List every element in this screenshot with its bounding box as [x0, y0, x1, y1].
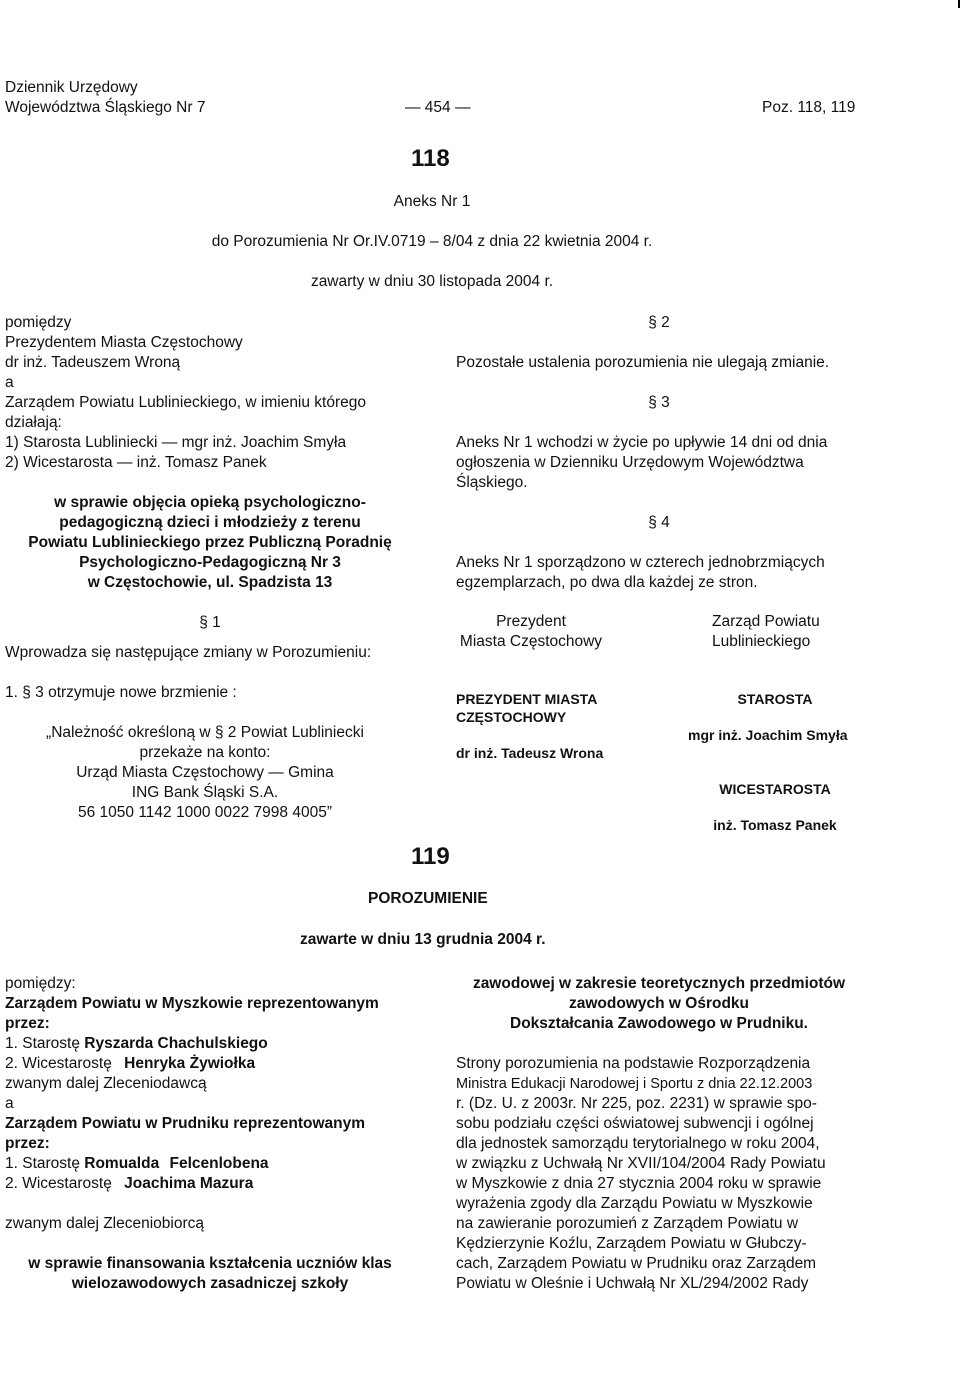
quote-line: 56 1050 1142 1000 0022 7998 4005”: [78, 804, 332, 821]
text-span: 2. Wicestarostę: [5, 1175, 117, 1192]
position-ref: Poz. 118, 119: [762, 99, 856, 116]
text-line: Prezydent: [496, 613, 566, 630]
text-line: egzemplarzach, po dwa dla każdej ze stron.: [456, 574, 758, 591]
section-heading: § 4: [648, 514, 670, 531]
text-line: pomiędzy:: [5, 975, 76, 992]
party-line: Zarządem Powiatu w Myszkowie reprezentowanym: [5, 995, 379, 1012]
quote-line: przekaże na konto:: [139, 744, 271, 761]
person-name: Ryszarda Chachulskiego: [84, 1035, 268, 1052]
signature-right-name-1: mgr inż. Joachim Smyła: [688, 727, 848, 743]
signature-left-name: dr inż. Tadeusz Wrona: [456, 745, 604, 761]
subject-line: Dokształcania Zawodowego w Prudniku.: [510, 1015, 808, 1032]
doc-118-title: Aneks Nr 1: [393, 193, 471, 210]
text-line: a: [5, 374, 14, 391]
doc-119-date: zawarte w dniu 13 grudnia 2004 r.: [300, 931, 546, 948]
text-span: 1. Starostę: [5, 1155, 85, 1172]
text-line: sobu podziału części oświatowej subwencji i ogólnej: [456, 1115, 814, 1132]
subject-line: pedagogiczną dzieci i młodzieży z terenu: [59, 514, 361, 531]
text-span: 1) Starosta Lubliniecki —: [5, 434, 182, 451]
text-line: Prezydentem Miasta Częstochowy: [5, 334, 243, 351]
signature-left-head: [456, 612, 606, 652]
person-name: Romualda Felcenlobena: [84, 1155, 269, 1172]
text-line: Ministra Edukacji Narodowej i Sportu z dnia 22.12.2003: [456, 1076, 813, 1092]
page-number: — 454 —: [405, 99, 471, 116]
signature-right-title-1: STAROSTA: [737, 691, 813, 707]
person-name: inż. Tomasz Panek: [136, 454, 267, 471]
text-line: na zawieranie porozumień z Zarządem Powiatu w: [456, 1215, 799, 1232]
party-name: Zarządem Powiatu Lublinieckiego: [5, 394, 237, 411]
text-span: 2. Wicestarostę: [5, 1055, 117, 1072]
text-line: zwanym dalej Zleceniobiorcą: [5, 1215, 205, 1232]
text-span: 1. Starostę: [5, 1035, 85, 1052]
subject-line: zawodowych w Ośrodku: [569, 995, 749, 1012]
text-line: [5, 433, 415, 453]
text-line: pomiędzy: [5, 314, 72, 331]
text-line: 1. § 3 otrzymuje nowe brzmienie :: [5, 684, 237, 701]
text-line: w związku z Uchwałą Nr XVII/104/2004 Rady Powiatu: [456, 1155, 826, 1172]
text-line: a: [5, 1095, 14, 1112]
text-line: [5, 453, 415, 473]
text-line: Powiatu w Oleśnie i Uchwałą Nr XL/294/2002 Rady: [456, 1275, 809, 1292]
text-line: Pozostałe ustalenia porozumienia nie ulegają zmianie.: [456, 354, 830, 371]
text-span: 2) Wicestarosta —: [5, 454, 137, 471]
text-line: [5, 1174, 415, 1194]
text-line: przez:: [5, 1135, 50, 1152]
text-line: [5, 1034, 415, 1054]
text-line: w Myszkowie z dnia 27 stycznia 2004 roku w sprawie: [456, 1175, 822, 1192]
text-span: , w imieniu którego: [236, 394, 367, 411]
text-line: r. (Dz. U. z 2003r. Nr 225, poz. 2231) w sprawie spo-: [456, 1095, 817, 1112]
text-line: Aneks Nr 1 wchodzi w życie po upływie 14 dni od dnia: [456, 434, 828, 451]
text-line: Wprowadza się następujące zmiany w Porozumieniu:: [5, 644, 372, 661]
text-line: dla jednostek samorządu terytorialnego w roku 2004,: [456, 1135, 820, 1152]
text-line: Miasta Częstochowy: [459, 633, 603, 650]
person-name: Henryka Żywiołka: [124, 1055, 256, 1072]
subject-line: w sprawie finansowania kształcenia uczniów klas: [28, 1255, 392, 1272]
journal-name: Dziennik Urzędowy: [5, 79, 138, 96]
subject-line: Powiatu Lublinieckiego przez Publiczną Poradnię: [28, 534, 392, 551]
text-line: Strony porozumienia na podstawie Rozporządzenia: [456, 1055, 811, 1072]
doc-119-title: POROZUMIENIE: [368, 890, 488, 907]
text-line: [5, 1054, 415, 1074]
text-line: zwanym dalej Zleceniodawcą: [5, 1075, 207, 1092]
text-line: Aneks Nr 1 sporządzono w czterech jednobrzmiących: [456, 554, 825, 571]
quote-line: ING Bank Śląski S.A.: [131, 784, 279, 801]
text-line: przez:: [5, 1015, 50, 1032]
subject-line: Psychologiczno-Pedagogiczną Nr 3: [79, 554, 341, 571]
text-line: [5, 1154, 415, 1174]
section-heading: § 1: [199, 614, 221, 631]
doc-118-subtitle: do Porozumienia Nr Or.IV.0719 – 8/04 z dnia 22 kwietnia 2004 r.: [211, 233, 653, 250]
signature-right-head: [712, 612, 820, 652]
text-line: [5, 393, 415, 413]
subject-line: wielozawodowych zasadniczej szkoły: [71, 1275, 349, 1292]
doc-119-number: 119: [411, 843, 450, 870]
signature-left-title: [456, 690, 597, 726]
text-line: Lublinieckiego: [712, 633, 811, 650]
text-line: działają:: [5, 414, 62, 431]
doc-119-left-column: [5, 974, 415, 1294]
signature-right-name-2: inż. Tomasz Panek: [713, 817, 837, 833]
party-line: Zarządem Powiatu w Prudniku reprezentowanym: [5, 1115, 366, 1132]
section-heading: § 2: [648, 314, 670, 331]
text-line: ogłoszenia w Dzienniku Urzędowym Województwa: [456, 454, 804, 471]
doc-118-number: 118: [411, 145, 450, 172]
text-line: wyrażenia zgody dla Zarządu Powiatu w Myszkowie: [456, 1195, 813, 1212]
person-name: Joachima Mazura: [124, 1175, 254, 1192]
doc-118-right-column: [456, 313, 862, 593]
journal-region: Województwa Śląskiego Nr 7: [5, 99, 206, 116]
subject-line: w Częstochowie, ul. Spadzista 13: [87, 574, 333, 591]
text-line: Kędzierzynie Koźlu, Zarządem Powiatu w Głubczy-: [456, 1235, 807, 1252]
text-line: Zarząd Powiatu: [712, 613, 820, 630]
text-line: Śląskiego.: [456, 474, 528, 491]
person-name: mgr inż. Joachim Smyła: [181, 434, 347, 451]
text-line: dr inż. Tadeuszem Wroną: [5, 354, 181, 371]
doc-118-left-column: [5, 313, 415, 823]
quote-line: „Należność określoną w § 2 Powiat Lubliniecki: [46, 724, 364, 741]
doc-119-right-column: [456, 974, 862, 1294]
text-line: PREZYDENT MIASTA: [456, 691, 598, 707]
subject-line: w sprawie objęcia opieką psychologiczno-: [54, 494, 366, 511]
subject-line: zawodowej w zakresie teoretycznych przedmiotów: [472, 975, 846, 992]
section-heading: § 3: [648, 394, 670, 411]
text-line: CZĘSTOCHOWY: [456, 709, 567, 725]
doc-118-date: zawarty w dniu 30 listopada 2004 r.: [310, 273, 554, 290]
text-line: cach, Zarządem Powiatu w Prudniku oraz Zarządem: [456, 1255, 817, 1272]
quote-line: Urząd Miasta Częstochowy — Gmina: [76, 764, 334, 781]
signature-right-title-2: WICESTAROSTA: [719, 781, 831, 797]
